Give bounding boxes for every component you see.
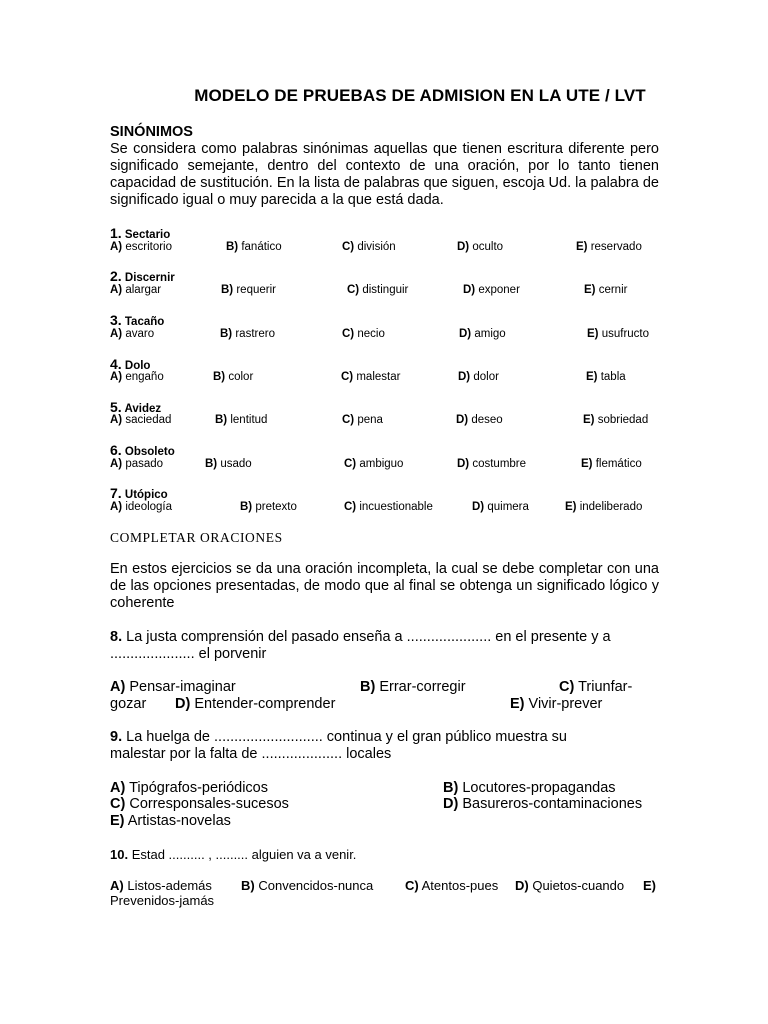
option-b: B) fanático bbox=[226, 241, 282, 253]
option-e: E) tabla bbox=[586, 371, 626, 383]
synonym-question-3 bbox=[110, 312, 164, 328]
q10-option-d: D) Quietos-cuando bbox=[515, 878, 625, 893]
synonym-question-1 bbox=[110, 225, 170, 241]
option-e: E) usufructo bbox=[587, 328, 650, 340]
option-d: D) deseo bbox=[456, 414, 503, 426]
completion-heading: COMPLETAR ORACIONES bbox=[110, 530, 283, 545]
q9-option-d: D) Basureros-contaminaciones bbox=[443, 796, 643, 812]
q10-option-c: C) Atentos-pues bbox=[405, 878, 499, 893]
question-9-line-2: malestar por la falta de .................... locales bbox=[110, 746, 392, 762]
question-8-line-1: 8. La justa comprensión del pasado enseña a ..................... en el presente y a bbox=[110, 629, 611, 645]
option-b: B) color bbox=[213, 371, 254, 383]
option-c: C) malestar bbox=[341, 371, 401, 383]
synonym-question-5 bbox=[110, 399, 161, 415]
option-e: E) indeliberado bbox=[565, 501, 643, 513]
option-d: D) quimera bbox=[472, 501, 529, 513]
option-b: B) lentitud bbox=[215, 414, 268, 426]
option-b: B) rastrero bbox=[220, 328, 275, 340]
option-d: D) oculto bbox=[457, 241, 504, 253]
option-a: A) engaño bbox=[110, 371, 164, 383]
option-b: B) usado bbox=[205, 458, 252, 470]
question-8-line-2: ..................... el porvenir bbox=[110, 646, 267, 662]
q10-option-a: A) Listos-además bbox=[110, 878, 212, 893]
q9-option-a: A) Tipógrafos-periódicos bbox=[110, 780, 268, 796]
synonym-question-2 bbox=[110, 268, 175, 284]
option-c: C) incuestionable bbox=[344, 501, 433, 513]
q9-option-c: C) Corresponsales-sucesos bbox=[110, 796, 289, 812]
question-number: 2. bbox=[110, 268, 122, 284]
question-word: Dolo bbox=[124, 360, 151, 372]
question-word: Tacaño bbox=[124, 316, 165, 328]
option-a: A) alargar bbox=[110, 284, 162, 296]
synonym-question-7 bbox=[110, 485, 168, 501]
option-a: A) pasado bbox=[110, 458, 164, 470]
synonyms-intro: Se considera como palabras sinónimas aquellas que tienen escritura diferente pero significado semejante, dentro del contexto de una oración, por lo tanto tienen capacidad de sustitución. En la lista de palabras que siguen, escoja Ud. la palabra de significado igual o muy parecida a la que está dada. bbox=[110, 141, 659, 208]
option-c: C) ambiguo bbox=[344, 458, 404, 470]
option-d: D) exponer bbox=[463, 284, 520, 296]
option-b: B) pretexto bbox=[240, 501, 297, 513]
synonym-question-6 bbox=[110, 442, 175, 458]
option-b: B) requerir bbox=[221, 284, 276, 296]
synonym-question-4 bbox=[110, 356, 150, 372]
q9-option-e: E) Artistas-novelas bbox=[110, 813, 231, 829]
option-a: A) saciedad bbox=[110, 414, 172, 426]
option-e: E) reservado bbox=[576, 241, 642, 253]
question-number: 6. bbox=[110, 442, 122, 458]
q8-option-e: E) Vivir-prever bbox=[510, 696, 603, 712]
option-a: A) avaro bbox=[110, 328, 155, 340]
document-title: MODELO DE PRUEBAS DE ADMISION EN LA UTE / LVT bbox=[194, 86, 646, 105]
question-number: 5. bbox=[110, 399, 122, 415]
option-e: E) sobriedad bbox=[583, 414, 649, 426]
question-number: 4. bbox=[110, 356, 122, 372]
option-e: E) flemático bbox=[581, 458, 642, 470]
option-d: D) dolor bbox=[458, 371, 499, 383]
question-number: 1. bbox=[110, 225, 122, 241]
question-word: Discernir bbox=[124, 272, 175, 284]
option-e: E) cernir bbox=[584, 284, 628, 296]
completion-intro: En estos ejercicios se da una oración incompleta, la cual se debe completar con una de las opciones presentadas, de modo que al final se obtenga un significado lógico y coherente bbox=[110, 561, 659, 611]
option-c: C) división bbox=[342, 241, 396, 253]
question-10: 10. Estad .......... , ......... alguien va a venir. bbox=[110, 847, 357, 862]
question-word: Sectario bbox=[124, 229, 171, 241]
q8-option-b: B) Errar-corregir bbox=[360, 679, 466, 695]
question-word: Utópico bbox=[124, 489, 168, 501]
question-word: Obsoleto bbox=[124, 446, 175, 458]
option-c: C) pena bbox=[342, 414, 383, 426]
option-d: D) costumbre bbox=[457, 458, 527, 470]
option-d: D) amigo bbox=[459, 328, 506, 340]
question-9-line-1: 9. La huelga de ........................... continua y el gran público muestra su bbox=[110, 729, 568, 745]
question-number: 7. bbox=[110, 485, 122, 501]
option-c: C) necio bbox=[342, 328, 385, 340]
question-word: Avidez bbox=[124, 403, 162, 415]
q8-option-c: C) Triunfar- bbox=[559, 679, 633, 695]
q8-option-a: A) Pensar-imaginar bbox=[110, 679, 236, 695]
option-a: A) escritorio bbox=[110, 241, 172, 253]
option-a: A) ideología bbox=[110, 501, 173, 513]
q9-option-b: B) Locutores-propagandas bbox=[443, 780, 616, 796]
option-c: C) distinguir bbox=[347, 284, 409, 296]
q10-option-e-letter: E) bbox=[643, 878, 656, 893]
question-number: 3. bbox=[110, 312, 122, 328]
synonyms-heading: SINÓNIMOS bbox=[110, 124, 193, 140]
q8-option-d: D) Entender-comprender bbox=[175, 696, 336, 712]
q10-option-e-text: Prevenidos-jamás bbox=[110, 893, 215, 908]
q8-option-c-continued: gozar bbox=[110, 696, 147, 712]
q10-option-b: B) Convencidos-nunca bbox=[241, 878, 374, 893]
